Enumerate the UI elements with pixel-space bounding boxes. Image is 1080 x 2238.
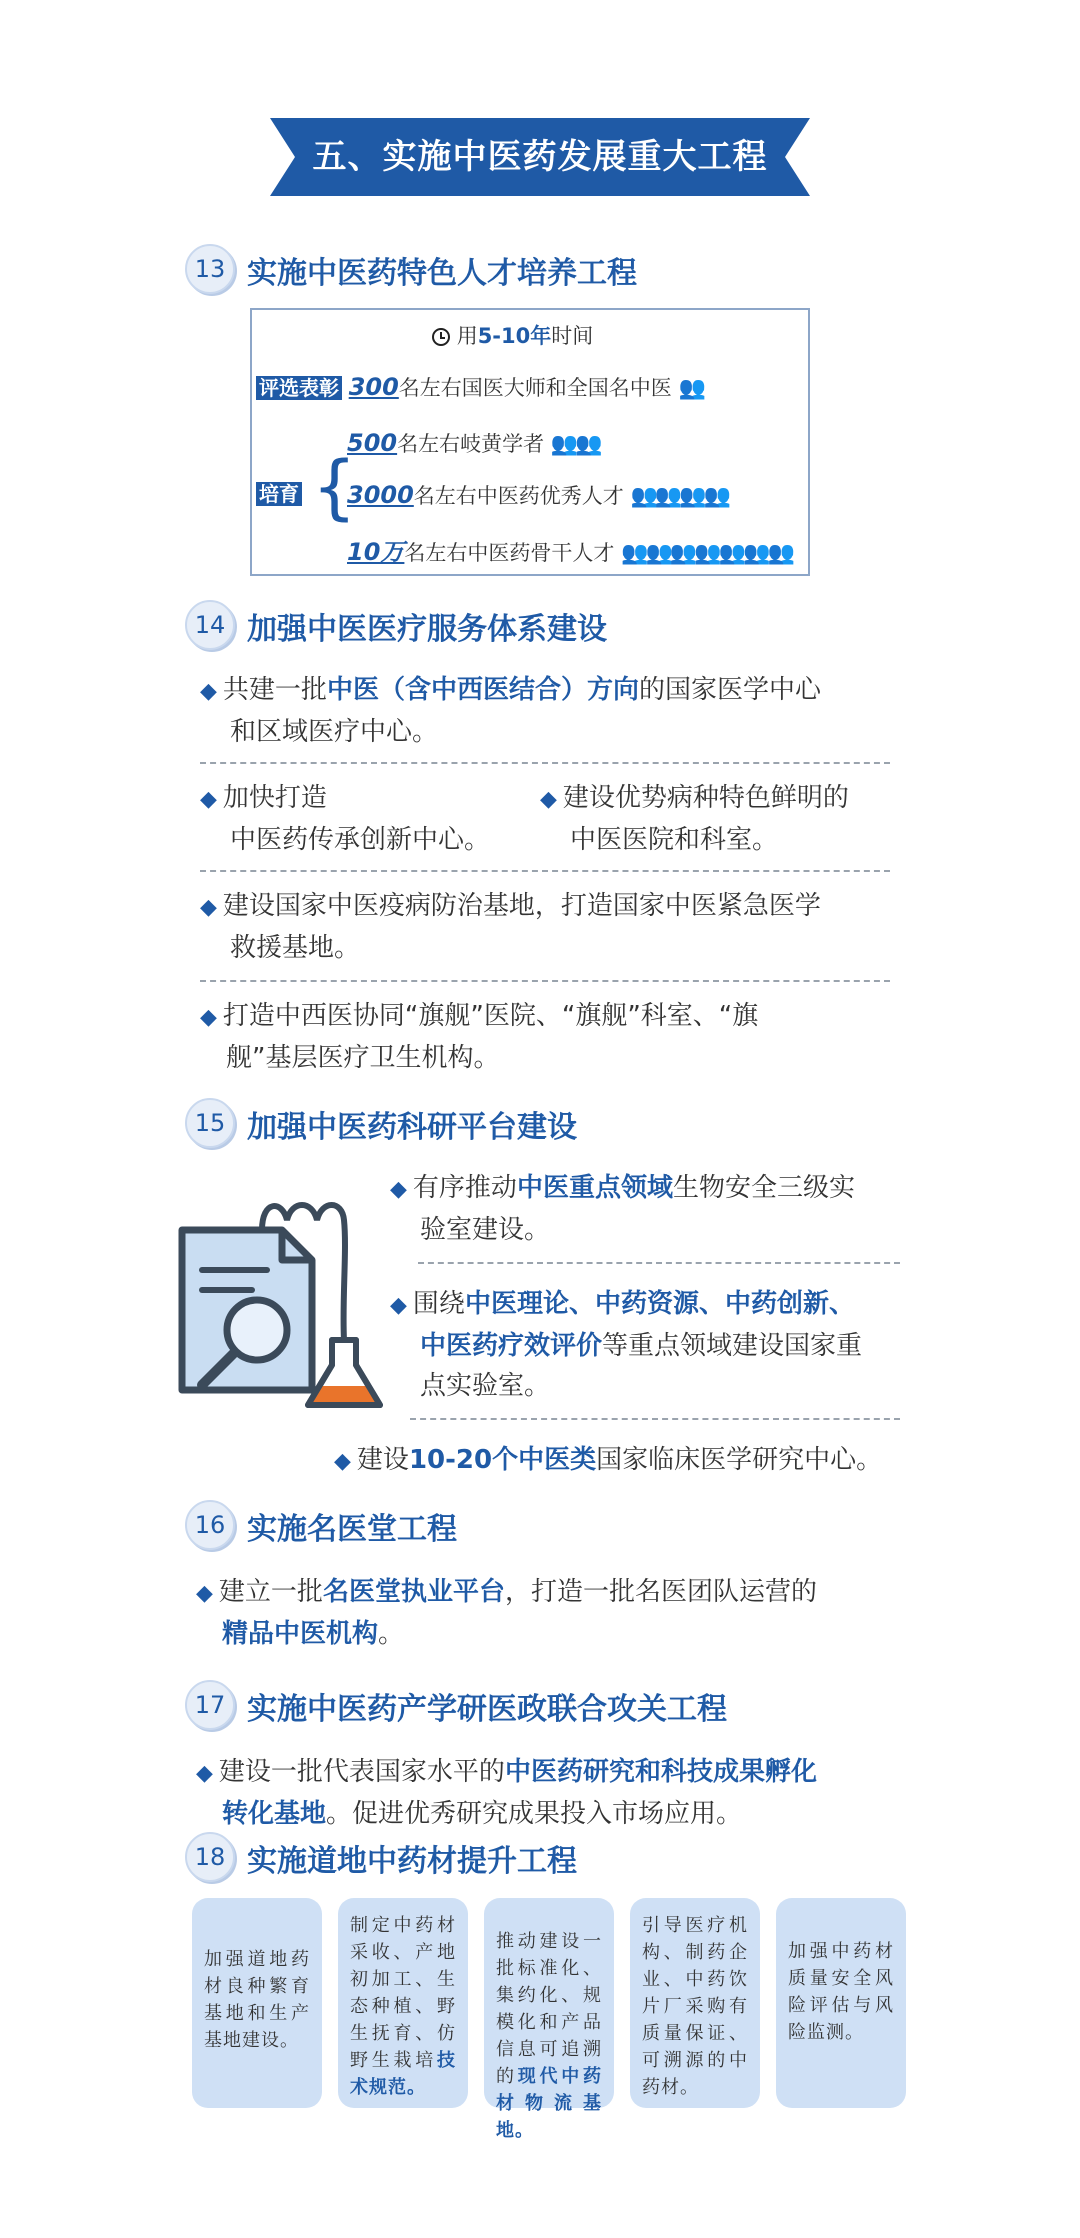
diamond-bullet-icon: ◆	[200, 787, 217, 812]
person-icon: 👥	[678, 376, 703, 401]
divider	[200, 980, 890, 982]
section-title: 加强中医医疗服务体系建设	[247, 612, 607, 647]
section-title: 实施道地中药材提升工程	[247, 1844, 577, 1879]
divider	[200, 762, 890, 764]
section-title: 实施中医药产学研医政联合攻关工程	[247, 1692, 727, 1727]
s15-item-1: ◆ 有序推动中医重点领域生物安全三级实 验室建设。	[390, 1173, 855, 1245]
person-icon: 👥👥👥👥👥👥👥	[621, 541, 792, 566]
herb-card-2: 制定中药材采收、产地初加工、生态种植、野生抚育、仿野生栽培技术规范。	[338, 1898, 468, 2108]
s15-item-2: ◆ 围绕中医理论、中药资源、中药创新、 中医药疗效评价等重点领域建设国家重 点实验室。	[390, 1289, 863, 1401]
section-banner	[270, 118, 810, 196]
diamond-bullet-icon: ◆	[200, 1005, 217, 1030]
talent-box	[250, 308, 810, 576]
diamond-bullet-icon: ◆	[390, 1177, 407, 1202]
s15-item-3: ◆ 建设10-20个中医类国家临床医学研究中心。	[334, 1445, 883, 1475]
section-title: 加强中医药科研平台建设	[247, 1110, 577, 1145]
s17-item-1: ◆ 建设一批代表国家水平的中医药研究和科技成果孵化 转化基地。促进优秀研究成果投入市场应用。	[196, 1757, 817, 1829]
train-row-2: 3000名左右中医药优秀人才 👥👥👥👥	[347, 481, 729, 509]
s14-item-1: ◆ 共建一批中医（含中西医结合）方向的国家医学中心 和区域医疗中心。	[200, 675, 821, 747]
person-icon: 👥👥👥👥	[630, 484, 729, 509]
herb-card-3: 推动建设一批标准化、集约化、规模化和产品信息可追溯的现代中药材物流基地。	[484, 1898, 614, 2108]
divider	[410, 1418, 900, 1420]
diamond-bullet-icon: ◆	[334, 1449, 351, 1474]
section-number: 17	[185, 1680, 235, 1730]
divider	[418, 1262, 900, 1264]
person-icon: 👥👥	[550, 432, 600, 457]
s14-item-4: ◆ 建设国家中医疫病防治基地，打造国家中医紧急医学 救援基地。	[200, 891, 821, 963]
section-number: 18	[185, 1832, 235, 1882]
lab-research-icon	[172, 1190, 402, 1420]
curly-brace: {	[312, 446, 357, 528]
divider	[200, 870, 890, 872]
section-number: 15	[185, 1098, 235, 1148]
diamond-bullet-icon: ◆	[196, 1761, 213, 1786]
diamond-bullet-icon: ◆	[200, 679, 217, 704]
section-number: 13	[185, 244, 235, 294]
train-row-3: 10万名左右中医药骨干人才 👥👥👥👥👥👥👥	[347, 538, 792, 566]
train-tag: 培育	[256, 478, 302, 507]
diamond-bullet-icon: ◆	[390, 1293, 407, 1318]
s16-item-1: ◆ 建立一批名医堂执业平台，打造一批名医团队运营的 精品中医机构。	[196, 1577, 817, 1649]
diamond-bullet-icon: ◆	[200, 895, 217, 920]
diamond-bullet-icon: ◆	[540, 787, 557, 812]
s14-item-2: ◆ 加快打造 中医药传承创新中心。	[200, 783, 491, 855]
herb-card-1: 加强道地药材良种繁育基地和生产基地建设。	[192, 1898, 322, 2108]
s14-item-5: ◆ 打造中西医协同“旗舰”医院、“旗舰”科室、“旗 舰”基层医疗卫生机构。	[200, 1001, 759, 1073]
herb-card-4: 引导医疗机构、制药企业、中药饮片厂采购有质量保证、可溯源的中药材。	[630, 1898, 760, 2108]
select-row: 评选表彰 300名左右国医大师和全国名中医 👥	[256, 372, 703, 402]
herb-card-5: 加强中药材质量安全风险评估与风险监测。	[776, 1898, 906, 2108]
time-line: 用5-10年时间	[432, 320, 593, 350]
diamond-bullet-icon: ◆	[196, 1581, 213, 1606]
section-title: 实施名医堂工程	[247, 1512, 457, 1547]
section-title: 实施中医药特色人才培养工程	[247, 256, 637, 291]
banner-title: 五、实施中医药发展重大工程	[312, 137, 768, 177]
section-number: 16	[185, 1500, 235, 1550]
clock-icon	[432, 328, 450, 346]
train-row-1: 500名左右岐黄学者 👥👥	[347, 429, 600, 457]
tag-select: 评选表彰	[256, 376, 342, 400]
s14-item-3: ◆ 建设优势病种特色鲜明的 中医医院和科室。	[540, 783, 849, 855]
section-number: 14	[185, 600, 235, 650]
